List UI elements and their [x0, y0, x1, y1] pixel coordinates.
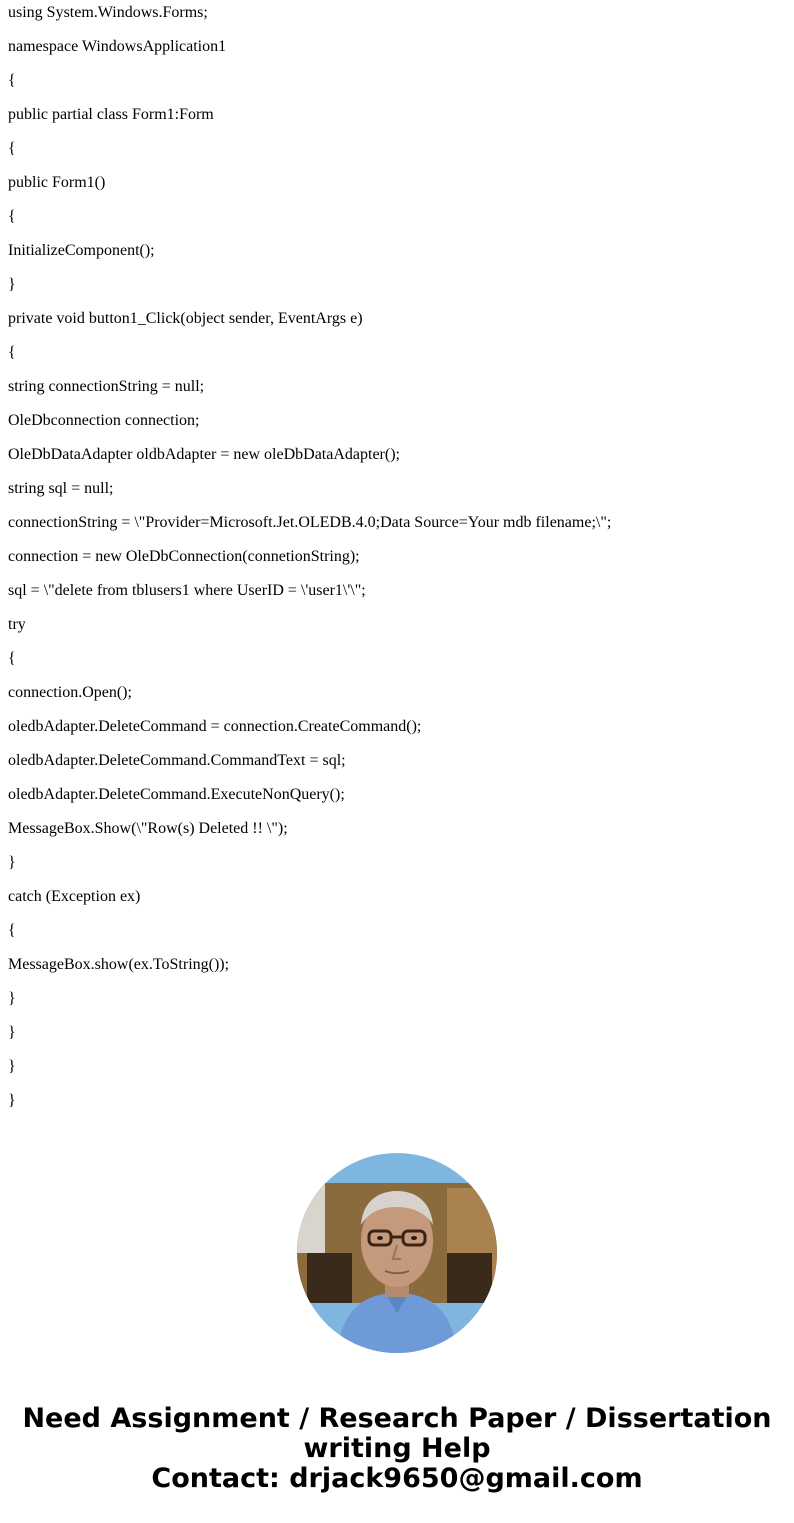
code-line: } [8, 276, 16, 293]
code-line: string sql = null; [8, 480, 114, 497]
code-line: } [8, 854, 16, 871]
code-line: { [8, 72, 16, 89]
author-photo [297, 1153, 497, 1353]
code-line: namespace WindowsApplication1 [8, 38, 227, 55]
code-line: MessageBox.show(ex.ToString()); [8, 956, 230, 973]
code-line: OleDbconnection connection; [8, 412, 200, 429]
code-line: connection = new OleDbConnection(connetionString); [8, 548, 360, 565]
code-line: { [8, 208, 16, 225]
code-line: sql = \"delete from tblusers1 where UserID = \'user1\'\"; [8, 582, 366, 599]
code-line: using System.Windows.Forms; [8, 4, 208, 21]
code-line: oledbAdapter.DeleteCommand.CommandText = sql; [8, 752, 346, 769]
code-line: private void button1_Click(object sender, EventArgs e) [8, 310, 363, 327]
code-line: { [8, 650, 16, 667]
promo-banner [0, 1404, 794, 1494]
code-line: } [8, 1092, 16, 1109]
code-line: connection.Open(); [8, 684, 132, 701]
code-line: try [8, 616, 26, 633]
code-line: { [8, 344, 16, 361]
code-line: { [8, 140, 16, 157]
code-line: public Form1() [8, 174, 106, 191]
code-line: } [8, 990, 16, 1007]
code-line: string connectionString = null; [8, 378, 205, 395]
code-line: MessageBox.Show(\"Row(s) Deleted !! \"); [8, 820, 288, 837]
promo-line-3: Contact: drjack9650@gmail.com [151, 1463, 643, 1494]
code-line: { [8, 922, 16, 939]
code-line: oledbAdapter.DeleteCommand.ExecuteNonQuery(); [8, 786, 345, 803]
code-line: } [8, 1024, 16, 1041]
code-line: catch (Exception ex) [8, 888, 141, 905]
code-line: public partial class Form1:Form [8, 106, 214, 123]
code-line: InitializeComponent(); [8, 242, 155, 259]
code-line: oledbAdapter.DeleteCommand = connection.CreateCommand(); [8, 718, 422, 735]
code-line: OleDbDataAdapter oldbAdapter = new oleDbDataAdapter(); [8, 446, 400, 463]
promo-line-2: writing Help [303, 1433, 491, 1464]
code-line: } [8, 1058, 16, 1075]
promo-line-1: Need Assignment / Research Paper / Dissertation [22, 1403, 772, 1434]
code-line: connectionString = \"Provider=Microsoft.Jet.OLEDB.4.0;Data Source=Your mdb filename;\"; [8, 514, 612, 531]
avatar [297, 1153, 497, 1353]
